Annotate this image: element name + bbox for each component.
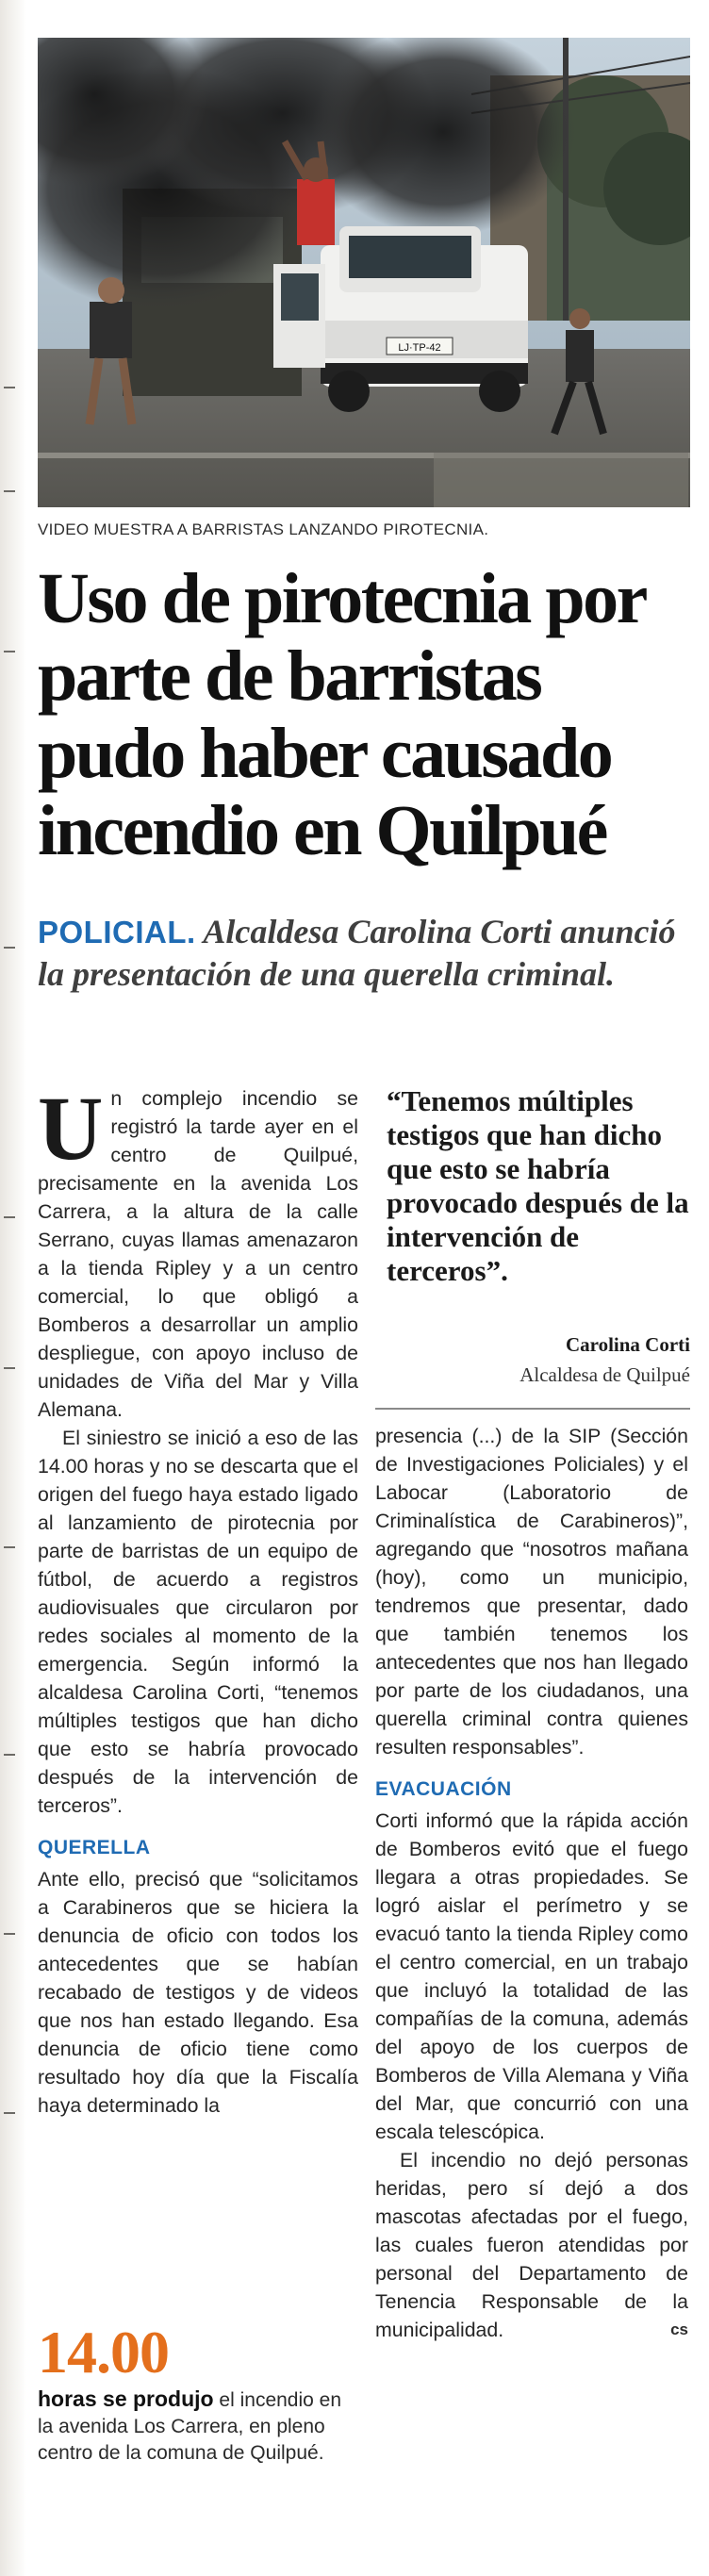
quote-author-role: Alcaldesa de Quilpué bbox=[519, 1363, 690, 1386]
lead-text: Alcaldesa Carolina Corti anunció la presentación de una querella criminal. bbox=[38, 913, 676, 993]
left-column bbox=[38, 1078, 358, 2120]
fact-text bbox=[38, 2386, 358, 2467]
subhead-querella: QUERELLA bbox=[38, 1837, 151, 1858]
paragraph-1-text: n complejo incendio se registró la tarde ayer en el centro de Quilpué, precisamente en la avenida Los Carrera, a la altura de la calle Serrano, cuyas llamas amenazaron a la tienda Ripley y a un centro comercial, lo que obligó a Bomberos a desarrollar un amplio despliegue, con apoyo incluso de unidades de Viña del Mar y Villa Alemana. bbox=[38, 1087, 358, 1421]
paragraph-4: Corti informó que la rápida acción de Bomberos evitó que el fuego llegara a otras propiedades. Se logró aislar el perímetro y se evacuó tanto la tienda Ripley como el centro comercial, en un trabajo que incluyó la totalidad de las compañías de la comuna, además del apoyo de los cuerpos de Bomberos de Villa Alemana y Viña del Mar, que concurrió con una escala telescópica. bbox=[375, 1809, 688, 2143]
paragraph-3: Ante ello, precisó que “solicitamos a Carabineros que se hiciera la denuncia de oficio con todos los antecedentes que se habían recabado de testigos y de videos que nos han estado llegando. Esa denuncia de oficio tiene como resultado hoy día que la Fiscalía haya determinado la bbox=[38, 1868, 358, 2117]
article-photo bbox=[38, 38, 690, 507]
license-plate: LJ·TP-42 bbox=[398, 342, 441, 354]
paragraph-2: El siniestro se inició a eso de las 14.00 horas y no se descarta que el origen del fuego haya estado ligado al lanzamiento de pirotecnia por parte de barristas de un equipo de fútbol, de acuerdo a registros audiovisuales que circularon por redes sociales al momento de la emergencia. Según informó la alcaldesa Carolina Corti, “tenemos múltiples testigos que han dicho que esto se habría provocado después de la intervención de terceros”. bbox=[38, 1427, 358, 1817]
right-column bbox=[375, 1422, 688, 2344]
pull-quote: “Tenemos múltiples testigos que han dicho que esto se habría provocado después de la intervención de terceros”. bbox=[387, 1084, 689, 1287]
fact-box bbox=[38, 2320, 358, 2467]
paragraph-5 bbox=[375, 2146, 688, 2344]
paragraph-5-text: El incendio no dejó personas heridas, pero sí dejó a dos mascotas afectadas por el fuego, las cuales fueron atendidas por personal del Departamento de Tenencia Responsable de la municipalidad. bbox=[375, 2149, 688, 2341]
photo-illustration bbox=[38, 38, 690, 507]
paragraph-1 bbox=[38, 1078, 358, 1424]
end-mark: cs bbox=[670, 2320, 688, 2338]
lead-paragraph bbox=[38, 911, 688, 995]
fact-bold-text: horas se produjo bbox=[38, 2386, 214, 2411]
photo-caption: VIDEO MUESTRA A BARRISTAS LANZANDO PIROTECNIA. bbox=[38, 520, 489, 538]
section-kicker: POLICIAL. bbox=[38, 915, 196, 949]
page-edge bbox=[0, 0, 26, 2576]
paragraph-3-continued: presencia (...) de la SIP (Sección de Investigaciones Policiales) y el Labocar (Laboratorio de Criminalística de Carabineros)”, agregando que “nosotros mañana (hoy), como un municipio, tendremos que presentar, dado que también tenemos los antecedentes que nos han llegado por parte de los ciudadanos, una querella criminal contra quienes resulten responsables”. bbox=[375, 1425, 688, 1759]
fact-body-text: el incendio en la avenida Los Carrera, en pleno centro de la comuna de Quilpué. bbox=[38, 2389, 342, 2464]
headline: Uso de pirotecnia por parte de barristas pudo haber causado incendio en Quilpué bbox=[38, 559, 645, 870]
drop-cap: U bbox=[38, 1078, 104, 1179]
fact-number: 14.00 bbox=[38, 2319, 169, 2386]
subhead-evacuacion: EVACUACIÓN bbox=[375, 1778, 512, 1800]
quote-author: Carolina Corti bbox=[565, 1333, 690, 1356]
quote-divider bbox=[375, 1408, 690, 1410]
